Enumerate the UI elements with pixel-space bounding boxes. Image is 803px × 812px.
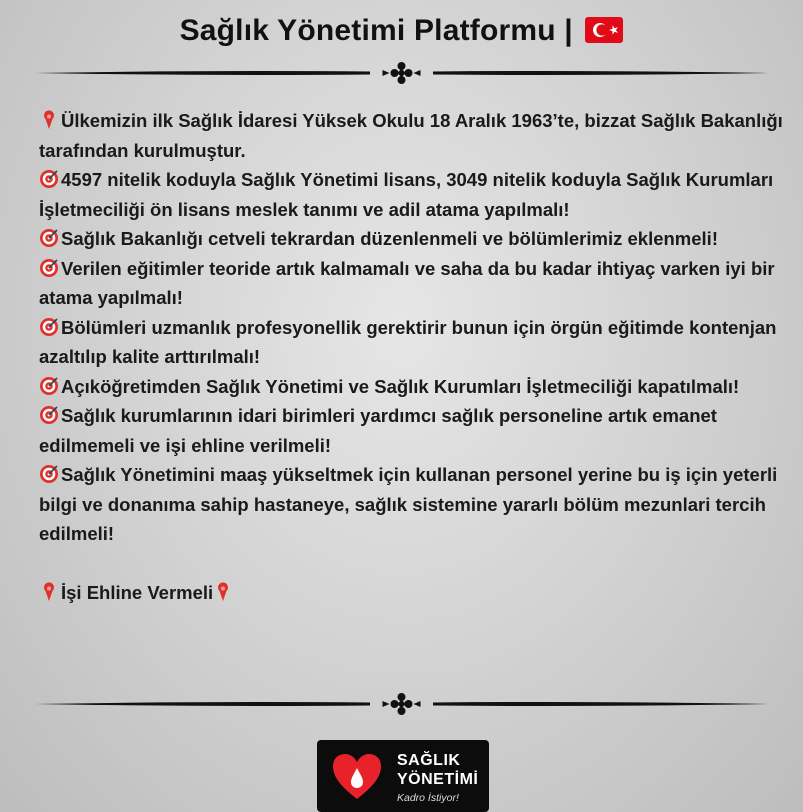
brand-logo: [317, 740, 489, 812]
list-item: Açıköğretimden Sağlık Yönetimi ve Sağlık Kurumları İşletmeciliği kapatılmalı!: [39, 372, 799, 402]
target-icon: [39, 405, 59, 425]
list-item: 4597 nitelik koduyla Sağlık Yönetimi lisans, 3049 nitelik koduyla Sağlık Kurumları İşletmeciliği ön lisans meslek tanımı ve adil atama yapılmalı!: [39, 169, 774, 220]
list-item: Verilen eğitimler teoride artık kalmamalı ve saha da bu kadar ihtiyaç varken iyi bir atama yapılmalı!: [39, 257, 775, 308]
logo-tagline: Kadro İstiyor!: [397, 792, 459, 804]
target-icon: [39, 317, 59, 337]
pin-icon: [213, 582, 233, 602]
pin-icon: [39, 110, 59, 130]
target-icon: [39, 464, 59, 484]
list-item: Sağlık Bakanlığı cetveli tekrardan düzenlenmeli ve bölümlerimiz eklenmeli!: [39, 224, 799, 254]
target-icon: [39, 228, 59, 248]
logo-line1: SAĞLIK: [397, 752, 461, 769]
logo-line2: YÖNETİMİ: [397, 771, 479, 788]
list-item: Ülkemizin ilk Sağlık İdaresi Yüksek Okulu 18 Aralık 1963’te, bizzat Sağlık Bakanlığı tarafından kurulmuştur.: [39, 110, 783, 161]
pin-icon: [39, 582, 59, 602]
heart-drop-icon: [331, 752, 383, 802]
page-title: [0, 14, 803, 48]
turkey-flag-icon: [585, 17, 623, 43]
title-text: Sağlık Yönetimi Platformu |: [179, 14, 573, 47]
slogan: İşi Ehline Vermeli: [39, 578, 799, 608]
ornament-divider-top: [30, 61, 773, 85]
target-icon: [39, 258, 59, 278]
list-item: Sağlık kurumlarının idari birimleri yardımcı sağlık personeline artık emanet edilmemeli ve işi ehline verilmeli!: [39, 405, 717, 456]
list-item: Sağlık Yönetimini maaş yükseltmek için kullanan personel yerine bu iş için yeterli bilgi ve donanıma sahip hastaneye, sağlık sistemine yararlı bölüm mezunlari tercih edilmeli!: [39, 464, 778, 544]
list-item: Bölümleri uzmanlık profesyonellik gerektirir bunun için örgün eğitimde kontenjan azaltılıp kalite arttırılmalı!: [39, 316, 777, 367]
target-icon: [39, 376, 59, 396]
target-icon: [39, 169, 59, 189]
content-list: [39, 106, 799, 607]
ornament-divider-bottom: [30, 692, 773, 716]
